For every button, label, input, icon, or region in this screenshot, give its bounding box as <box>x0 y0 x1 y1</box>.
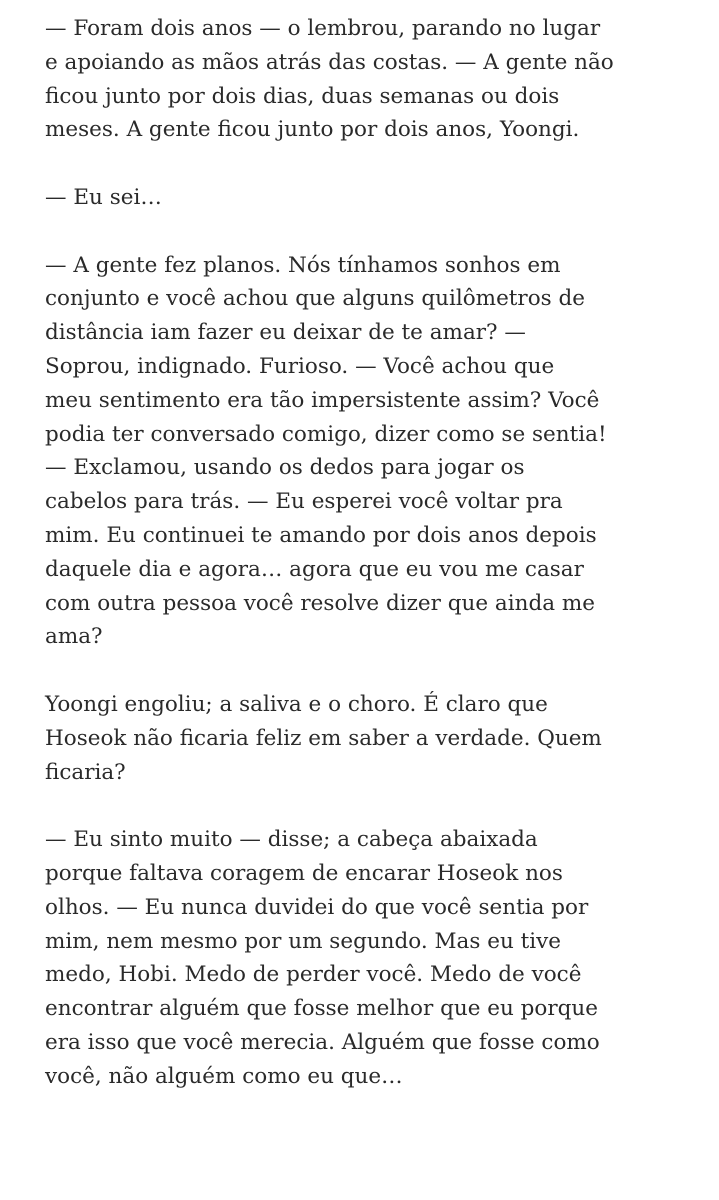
paragraph-gap <box>45 789 705 823</box>
text-line: ficaria? <box>45 759 126 785</box>
text-line: — Foram dois anos — o lembrou, parando no lugar <box>45 16 601 41</box>
text-page <box>45 12 705 1094</box>
text-line: podia ter conversado comigo, dizer como se sentia! <box>45 421 607 447</box>
text-line: medo, Hobi. Medo de perder você. Medo de você <box>45 962 582 988</box>
text-line: era isso que você merecia. Alguém que fosse como <box>45 1029 600 1055</box>
paragraph-gap <box>45 147 705 181</box>
text-line: meses. A gente ficou junto por dois anos, Yoongi. <box>45 117 580 143</box>
text-line: com outra pessoa você resolve dizer que ainda me <box>45 590 596 616</box>
text-line: Soprou, indignado. Furioso. — Você achou que <box>45 353 555 379</box>
text-line: mim, nem mesmo por um segundo. Mas eu tive <box>45 928 562 954</box>
text-line: ficou junto por dois dias, duas semanas ou dois <box>45 83 560 109</box>
text-line: você, não alguém como eu que… <box>45 1063 403 1089</box>
text-line: daquele dia e agora… agora que eu vou me casar <box>45 556 584 582</box>
paragraph-5 <box>45 823 705 1093</box>
paragraph-1 <box>45 12 705 147</box>
text-line: ama? <box>45 624 103 650</box>
text-line: conjunto e você achou que alguns quilômetros de <box>45 286 586 312</box>
text-line: mim. Eu continuei te amando por dois anos depois <box>45 522 597 548</box>
text-line: — A gente fez planos. Nós tínhamos sonhos em <box>45 252 561 278</box>
paragraph-4 <box>45 688 705 789</box>
text-line: — Exclamou, usando os dedos para jogar os <box>45 455 525 481</box>
paragraph-gap <box>45 654 705 688</box>
text-line: encontrar alguém que fosse melhor que eu porque <box>45 996 598 1022</box>
text-line: porque faltava coragem de encarar Hoseok nos <box>45 860 563 886</box>
text-line: Yoongi engoliu; a saliva e o choro. É claro que <box>45 691 548 717</box>
text-line: — Eu sei… <box>45 184 162 210</box>
text-line: distância iam fazer eu deixar de te amar? — <box>45 320 526 346</box>
text-line: e apoiando as mãos atrás das costas. — A gente não <box>45 49 614 75</box>
paragraph-2 <box>45 181 705 215</box>
text-line: cabelos para trás. — Eu esperei você voltar pra <box>45 489 563 515</box>
text-line: Hoseok não ficaria feliz em saber a verdade. Quem <box>45 725 602 751</box>
paragraph-3 <box>45 249 705 655</box>
paragraph-gap <box>45 215 705 249</box>
text-line: — Eu sinto muito — disse; a cabeça abaixada <box>45 827 538 853</box>
text-line: meu sentimento era tão impersistente assim? Você <box>45 387 600 413</box>
text-line: olhos. — Eu nunca duvidei do que você sentia por <box>45 894 589 920</box>
